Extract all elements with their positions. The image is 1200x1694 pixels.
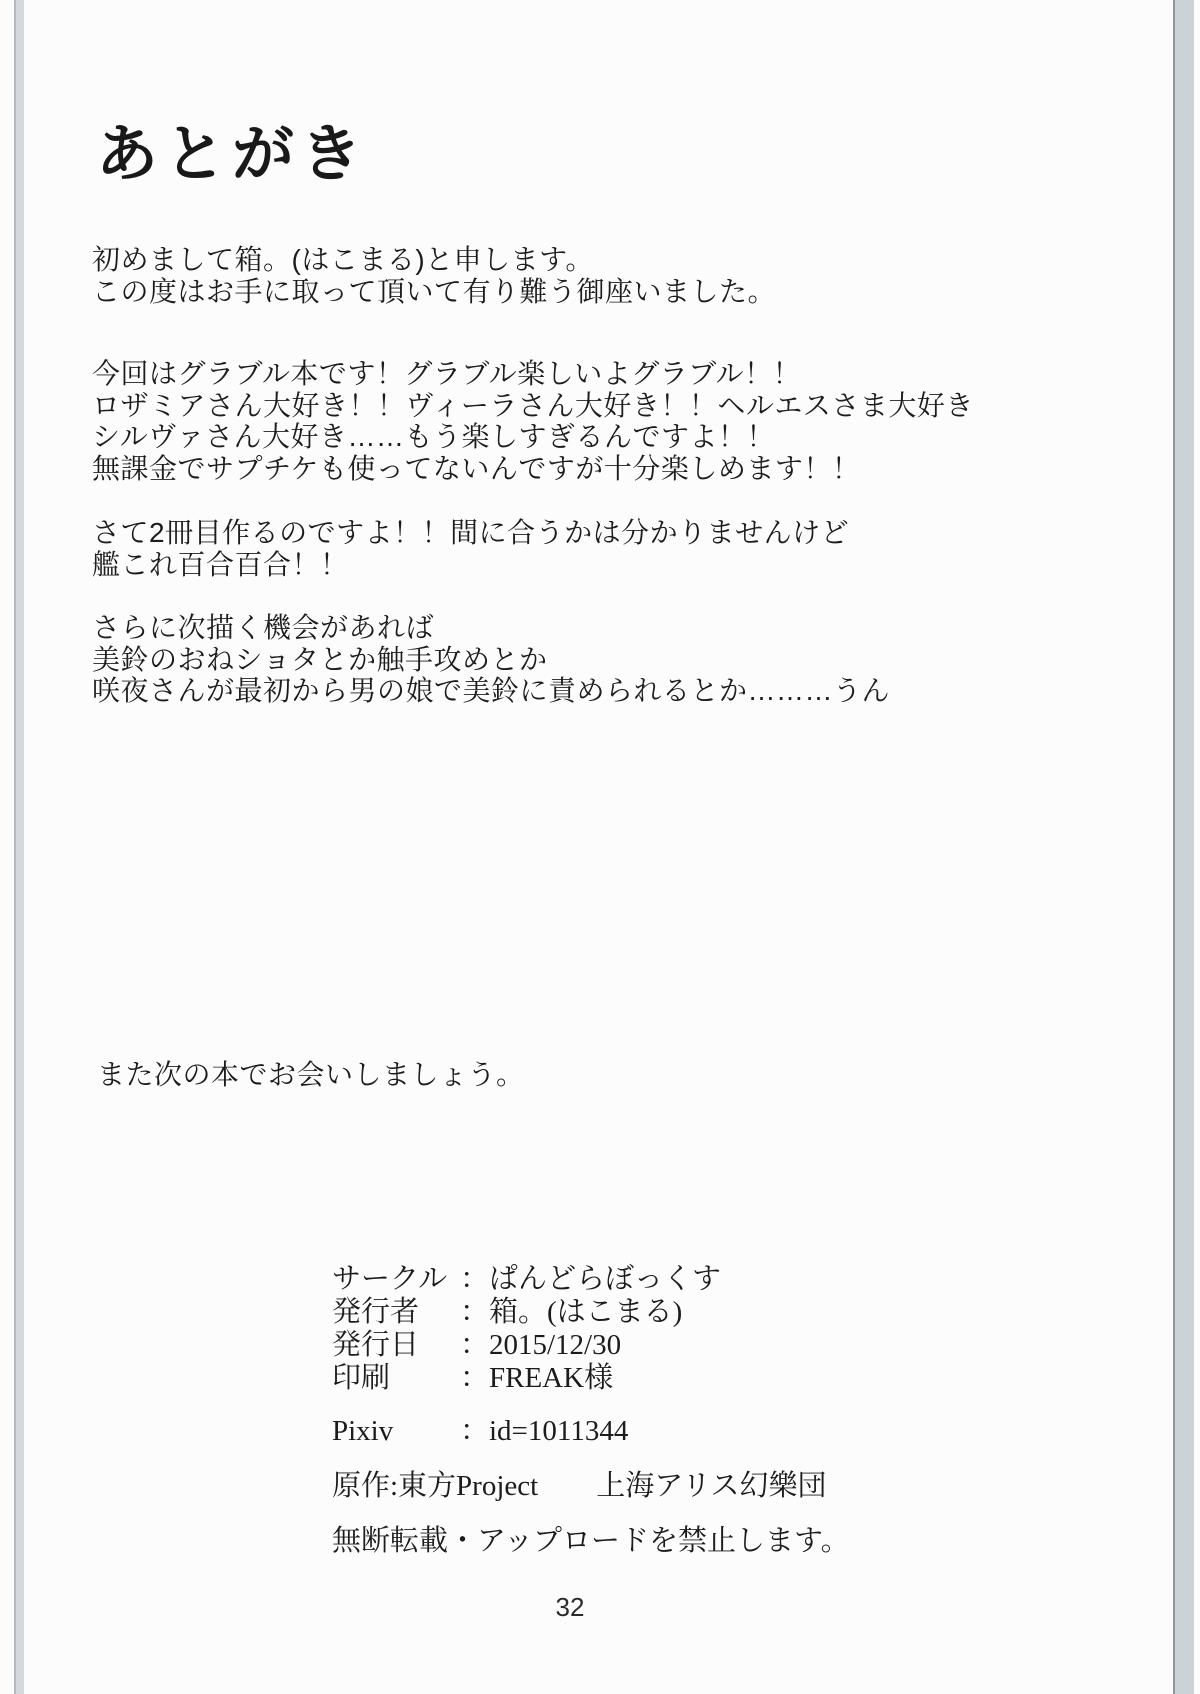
credit-label: 発行者 [332, 1296, 420, 1328]
page-title: あとがき [96, 120, 369, 189]
paragraph-next-book [92, 517, 849, 580]
scan-edge-left [14, 0, 24, 1694]
credit-label: 発行日 [332, 1329, 420, 1361]
afterword-line: さらに次描く機会があれば [92, 612, 435, 643]
afterword-line: 初めまして箱。(はこまる)と申します。 [92, 244, 594, 275]
credit-original-work: 原作:東方Project 上海アリス幻樂団 [332, 1470, 827, 1502]
credit-row-circle [332, 1263, 850, 1296]
credit-row-printer [332, 1362, 850, 1395]
afterword-line: 無課金でサプチケも使ってないんですが十分楽しめます！！ [92, 452, 861, 484]
afterword-line: 美鈴のおねショタとか触手攻めとか [92, 643, 548, 675]
credit-row-date [332, 1329, 850, 1362]
scan-edge-right [1173, 0, 1194, 1694]
afterword-line: 咲夜さんが最初から男の娘で美鈴に責められるとか………うん [92, 675, 891, 706]
credit-row-pixiv [332, 1415, 850, 1448]
afterword-line: さて2冊目作るのですよ！！間に合うかは分かりませんけど [92, 517, 850, 548]
afterword-line: 艦これ百合百合！！ [92, 548, 349, 580]
credit-label: サークル [332, 1263, 448, 1295]
credits-block [332, 1263, 850, 1558]
afterword-line: ロザミアさん大好き！！ヴィーラさん大好き！！ヘルエスさま大好き [92, 389, 974, 421]
credit-notice: 無断転載・アップロードを禁止します。 [332, 1525, 850, 1557]
credit-value: ：ぱんどらぼっくす [460, 1263, 722, 1295]
page-number: 32 [555, 1592, 585, 1622]
paragraph-future-ideas [92, 612, 890, 707]
afterword-line: 今回はグラブル本です！グラブル楽しいよグラブル！！ [92, 358, 802, 389]
credit-value: ：FREAK様 [460, 1362, 614, 1394]
credit-value: ：id=1011344 [460, 1415, 629, 1447]
credit-row-publisher [332, 1296, 850, 1329]
credit-label: 印刷 [332, 1362, 391, 1394]
afterword-line: シルヴァさん大好き……もう楽しすぎるんですよ！！ [92, 421, 776, 452]
paragraph-greeting [92, 244, 776, 307]
credit-value: ：2015/12/30 [460, 1329, 622, 1361]
credit-label: Pixiv [332, 1415, 394, 1447]
closing-line: また次の本でお会いしましょう。 [97, 1059, 525, 1090]
credit-value: ：箱。(はこまる) [460, 1296, 683, 1328]
paragraph-granblue [92, 358, 974, 484]
afterword-line: この度はお手に取って頂いて有り難う御座いました。 [92, 275, 777, 307]
